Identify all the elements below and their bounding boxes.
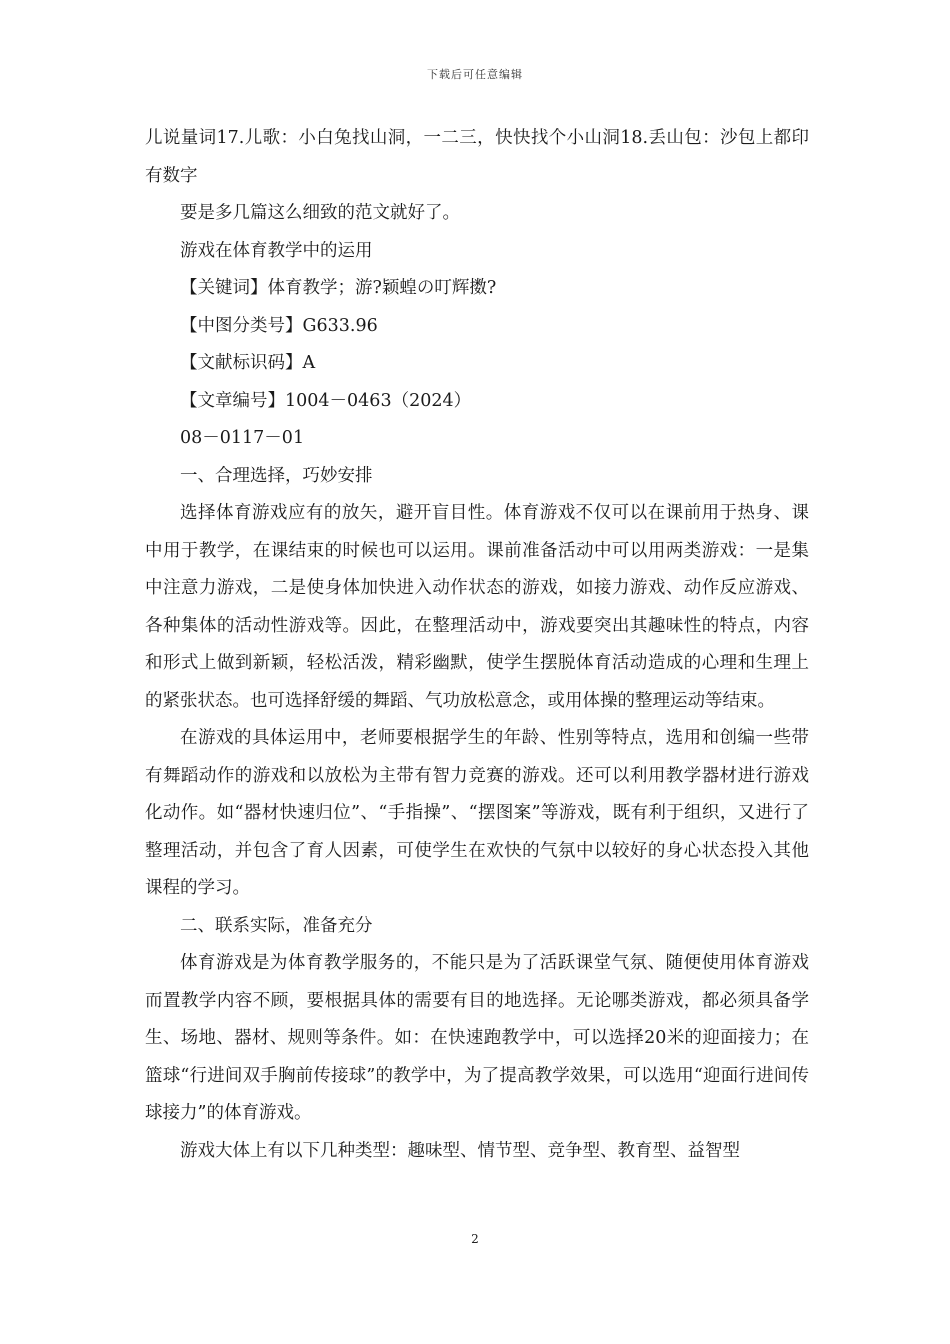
paragraph: 在游戏的具体运用中，老师要根据学生的年龄、性别等特点，选用和创编一些带有舞蹈动作的游戏和以放松为主带有智力竞赛的游戏。还可以利用教学器材进行游戏化动作。如“器材快速归位”、“手指操”、“摆图案”等游戏，既有利于组织，又进行了整理活动，并包含了育人因素，可使学生在欢快的气氛中以较好的身心状态投入其他课程的学习。 <box>145 728 809 898</box>
paragraph: 要是多几篇这么细致的范文就好了。 <box>180 203 460 223</box>
keywords-line: 【关键词】体育教学；游?颖蝗の叮辉擞? <box>180 278 497 298</box>
article-title: 游戏在体育教学中的运用 <box>180 240 373 261</box>
section-heading-1: 一、合理选择，巧妙安排 <box>180 465 373 486</box>
paragraph: 选择体育游戏应有的放矢，避开盲目性。体育游戏不仅可以在课前用于热身、课中用于教学，在课结束的时候也可以运用。课前准备活动中可以用两类游戏：一是集中注意力游戏，二是使身体加快进入动作状态的游戏，如接力游戏、动作反应游戏、各种集体的活动性游戏等。因此，在整理活动中，游戏要突出其趣味性的特点，内容和形式上做到新颖，轻松活泼，精彩幽默，使学生摆脱体育活动造成的心理和生理上的紧张状态。也可选择舒缓的舞蹈、气功放松意念，或用体操的整理运动等结束。 <box>145 503 809 711</box>
article-number-line: 【文章编号】1004－0463（2024） <box>180 390 472 411</box>
document-code-line: 【文献标识码】A <box>180 353 316 373</box>
classification-line: 【中图分类号】G633.96 <box>180 315 378 336</box>
paragraph: 体育游戏是为体育教学服务的，不能只是为了活跃课堂气氛、随便使用体育游戏而置教学内容不顾，要根据具体的需要有目的地选择。无论哪类游戏，都必须具备学生、场地、器材、规则等条件。如：在快速跑教学中，可以选择20米的迎面接力；在篮球“行进间双手胸前传接球”的教学中，为了提高教学效果，可以选用“迎面行进间传球接力”的体育游戏。 <box>145 953 809 1123</box>
page-number: 2 <box>471 1232 479 1246</box>
paragraph: 儿说量词17.儿歌：小白兔找山洞，一二三，快快找个小山洞18.丢山包：沙包上都印有数字 <box>145 128 809 186</box>
document-body <box>145 120 809 1170</box>
page-header: 下载后可任意编辑 <box>427 68 523 81</box>
article-number-continuation: 08－0117－01 <box>180 428 305 448</box>
section-heading-2: 二、联系实际，准备充分 <box>180 915 373 936</box>
paragraph: 游戏大体上有以下几种类型：趣味型、情节型、竞争型、教育型、益智型 <box>180 1140 740 1161</box>
